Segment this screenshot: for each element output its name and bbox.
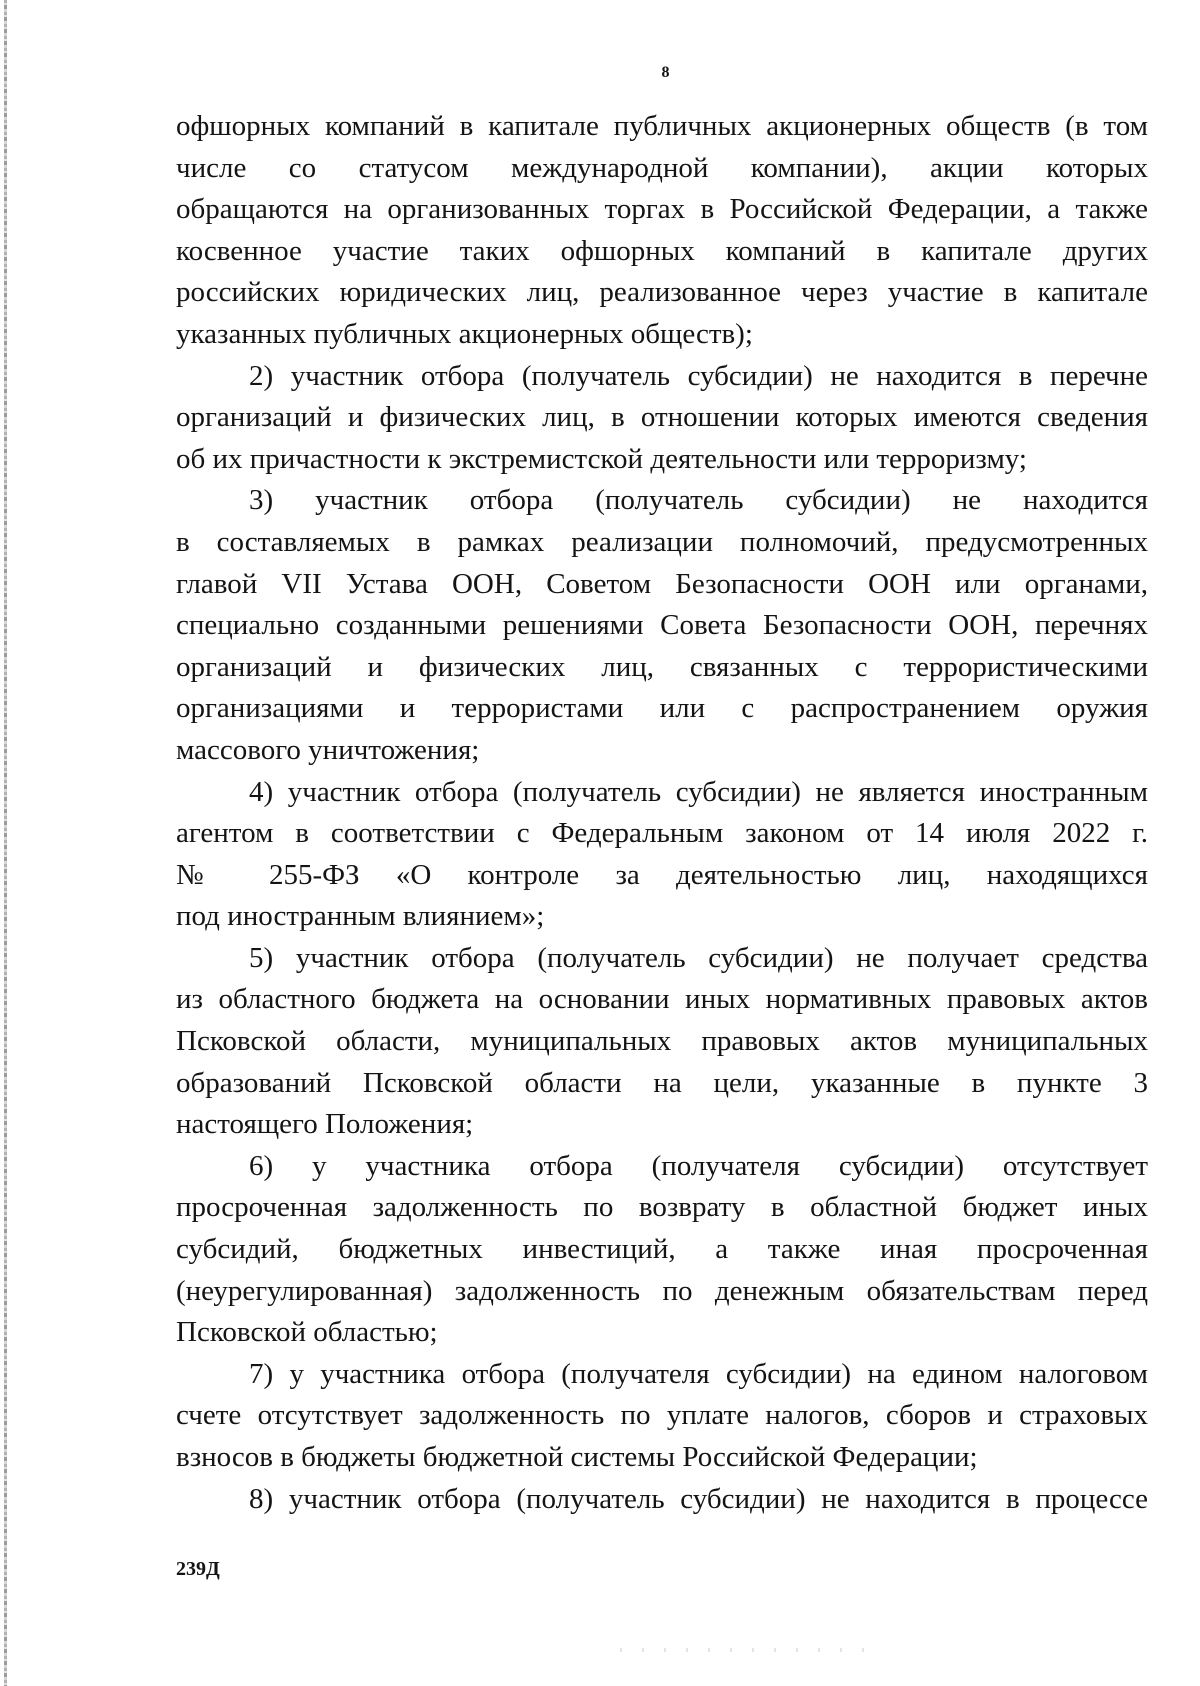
text-line: указанных публичных акционерных обществ); bbox=[176, 317, 753, 350]
paragraph-8-start: 8) участник отбора (получатель субсидии) не находится в процессе bbox=[249, 1482, 1148, 1515]
text-line: № 255-ФЗ «О контроле за деятельностью лиц, находящихся bbox=[176, 858, 1148, 891]
text-line: из областного бюджета на основании иных нормативных правовых актов bbox=[176, 983, 1148, 1016]
text-line: офшорных компаний в капитале публичных акционерных обществ (в том bbox=[176, 110, 1148, 142]
paragraph-2-start: 2) участник отбора (получатель субсидии) не находится в перечне bbox=[249, 359, 1148, 392]
paragraph-3-start: 3) участник отбора (получатель субсидии) не находится bbox=[249, 484, 1148, 517]
text-line: об их причастности к экстремистской деятельности или терроризму; bbox=[176, 442, 1027, 475]
text-line: российских юридических лиц, реализованное через участие в капитале bbox=[176, 276, 1148, 309]
text-line: организаций и физических лиц, связанных с террористическими bbox=[176, 650, 1148, 683]
text-line: субсидий, бюджетных инвестиций, а также иная просроченная bbox=[176, 1233, 1148, 1266]
text-line: косвенное участие таких офшорных компаний в капитале других bbox=[176, 234, 1148, 267]
text-line: числе со статусом международной компании), акции которых bbox=[176, 151, 1148, 184]
scan-dust-artifact bbox=[620, 1648, 880, 1652]
text-line: (неурегулированная) задолженность по денежным обязательствам перед bbox=[176, 1274, 1148, 1307]
text-line: агентом в соответствии с Федеральным законом от 14 июля 2022 г. bbox=[176, 817, 1148, 850]
text-line: взносов в бюджеты бюджетной системы Российской Федерации; bbox=[176, 1441, 978, 1473]
paragraph-6-start: 6) у участника отбора (получателя субсидии) отсутствует bbox=[249, 1149, 1148, 1182]
text-line: просроченная задолженность по возврату в областной бюджет иных bbox=[176, 1191, 1148, 1224]
paragraph-5-start: 5) участник отбора (получатель субсидии) не получает средства bbox=[249, 941, 1148, 974]
paragraph-7-start: 7) у участника отбора (получателя субсидии) на едином налоговом bbox=[249, 1357, 1148, 1390]
scan-edge-artifact bbox=[4, 0, 7, 1686]
text-line: Псковской областью; bbox=[176, 1316, 438, 1349]
text-line: в составляемых в рамках реализации полномочий, предусмотренных bbox=[176, 525, 1148, 558]
text-line: Псковской области, муниципальных правовых актов муниципальных bbox=[176, 1025, 1148, 1058]
text-line: обращаются на организованных торгах в Российской Федерации, а также bbox=[176, 193, 1148, 226]
text-line: организаций и физических лиц, в отношении которых имеются сведения bbox=[176, 401, 1148, 434]
document-body bbox=[176, 106, 1148, 1520]
text-line: организациями и террористами или с распространением оружия bbox=[176, 692, 1148, 725]
document-code: 239Д bbox=[176, 1558, 220, 1580]
text-line: настоящего Положения; bbox=[176, 1108, 474, 1141]
paragraph-4-start: 4) участник отбора (получатель субсидии) не является иностранным bbox=[249, 775, 1148, 808]
text-line: массового уничтожения; bbox=[176, 733, 480, 766]
text-line: главой VII Устава ООН, Советом Безопасности ООН или органами, bbox=[176, 567, 1148, 600]
text-line: специально созданными решениями Совета Безопасности ООН, перечнях bbox=[176, 609, 1148, 642]
text-line: под иностранным влиянием»; bbox=[176, 900, 545, 933]
text-line: счете отсутствует задолженность по уплате налогов, сборов и страховых bbox=[176, 1399, 1148, 1432]
page-number: 8 bbox=[661, 64, 670, 81]
text-line: образований Псковской области на цели, указанные в пункте 3 bbox=[176, 1066, 1148, 1099]
